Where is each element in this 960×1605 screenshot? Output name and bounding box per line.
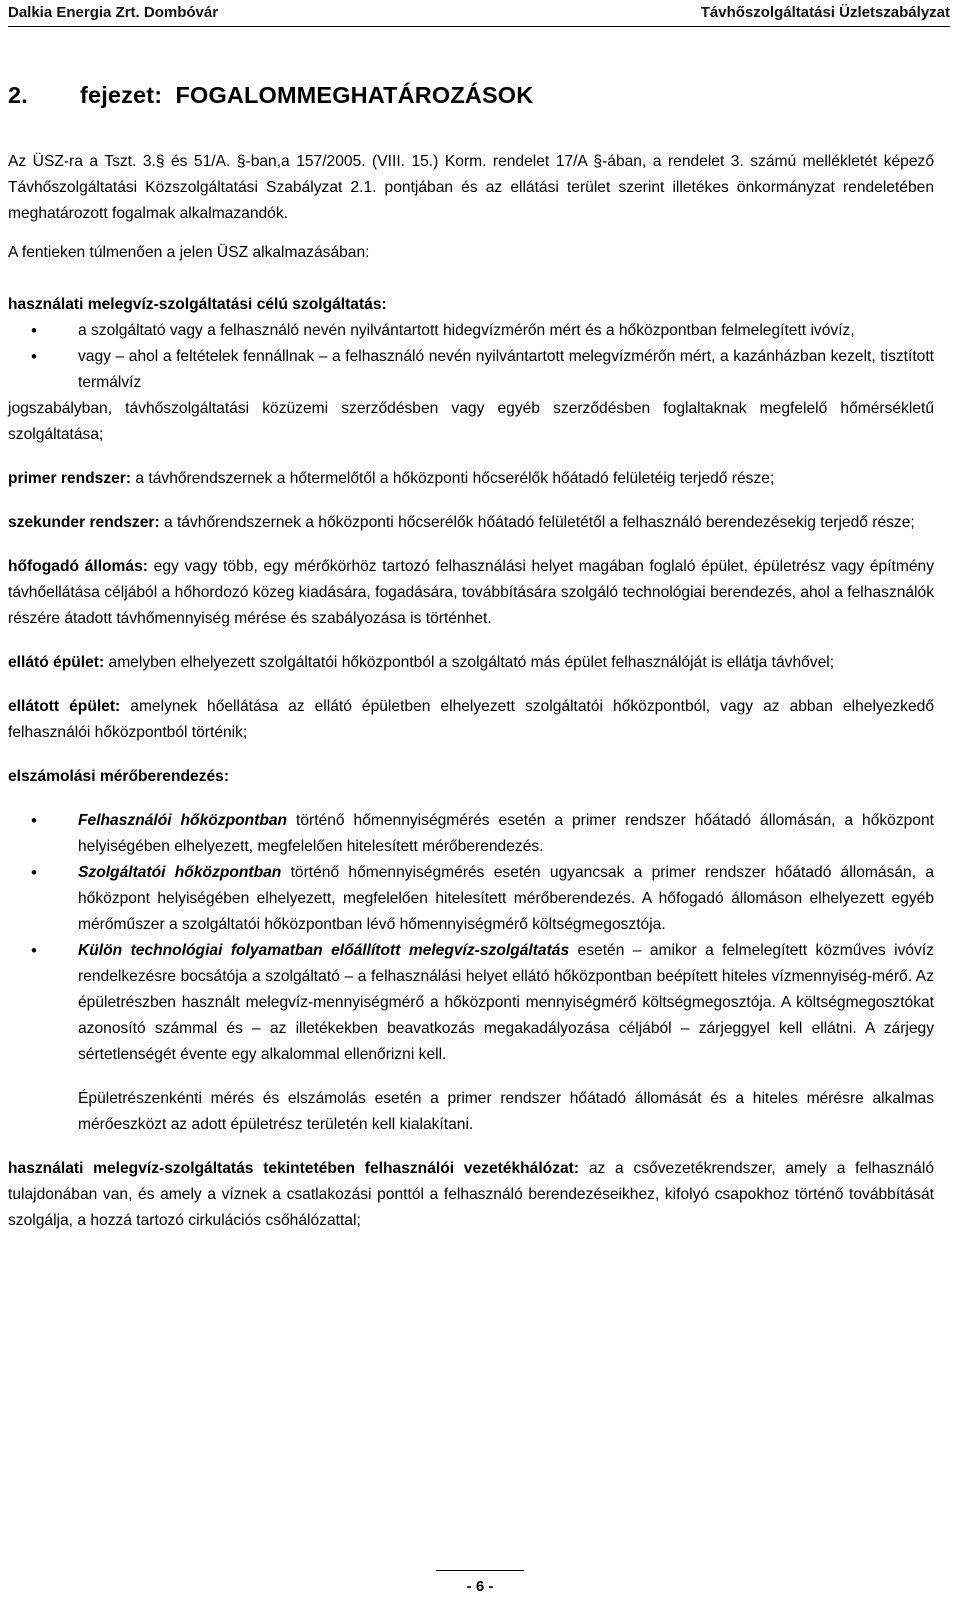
list-item-lead: Külön technológiai folyamatban előállított melegvíz-szolgáltatás xyxy=(78,942,570,959)
definition-elszamolasi-bullets xyxy=(8,808,934,1068)
definition-term: szekunder rendszer: xyxy=(8,514,160,531)
intro-scope-paragraph: A fentieken túlmenően a jelen ÜSZ alkalmazásában: xyxy=(8,244,370,261)
list-item-lead: Felhasználói hőközpontban xyxy=(78,812,288,829)
intro-paragraph: Az ÜSZ-ra a Tszt. 3.§ és 51/A. §-ban,a 157/2005. (VIII. 15.) Korm. rendelet 17/A §-ában, a rendelet 3. számú mellékletét képező Távhőszolgáltatási Közszolgáltatási Szabályzat 2.1. pontjában és az ellátási terület szerint illetékes önkormányzat rendeletében meghatározott fogalmak alkalmazandók. xyxy=(8,153,934,222)
definition-text: amelyben elhelyezett szolgáltatói hőközpontból a szolgáltató más épület felhasználóját is ellátja távhővel; xyxy=(104,654,835,671)
definition-text: a távhőrendszernek a hőtermelőtől a hőközponti hőcserélők hőátadó felületéig terjedő része; xyxy=(131,470,775,487)
definition-text: az a csővezetékrendszer, amely a felhasználó tulajdonában van, és amely a víznek a csatlakozási ponttól a felhasználó berendezéseikhez, kifolyó csapokhoz történő továbbítását szolgálja, a hozzá tartozó cirkulációs csőhálózattal; xyxy=(8,1160,934,1229)
list-item: • vagy – ahol a feltételek fennállnak – a felhasználó nevén nyilvántartott melegvízmérőn mért, a kazánházban kezelt, tisztított termálvíz xyxy=(8,344,934,396)
footer-divider xyxy=(436,1570,524,1571)
list-item: • a szolgáltató vagy a felhasználó nevén nyilvántartott hidegvízmérőn mért és a hőközpontban felmelegített ivóvíz, xyxy=(8,318,934,344)
list-item-text: történő hőmennyiségmérés esetén ugyancsak a primer rendszer hőátadó állomásán, a hőközpont helyiségében elhelyezett, megfelelően hitelesített mérőberendezés. A hőfogadó állomáson elhelyezett egyéb mérőműszer a szolgáltatói hőközpontban lévő hőmennyiségmérő költségmegosztója. xyxy=(78,864,934,933)
list-item xyxy=(8,860,934,938)
definition-term-elszamolasi-meroberendezes: elszámolási mérőberendezés: xyxy=(8,768,230,785)
definition-elszamolasi-note: Épületrészenkénti mérés és elszámolás esetén a primer rendszer hőátadó állomását és a hiteles mérésre alkalmas mérőeszközt az adott épületrész területén kell kialakítani. xyxy=(78,1090,934,1133)
definition-felhasznaloi-vezetekhalozat xyxy=(8,1156,934,1234)
list-item xyxy=(8,808,934,860)
chapter-title: fejezet: FOGALOMMEGHATÁROZÁSOK xyxy=(80,82,534,108)
definition-hasznalati-bullets xyxy=(8,318,934,396)
definition-term: használati melegvíz-szolgáltatás tekintetében felhasználói vezetékhálózat: xyxy=(8,1160,580,1177)
list-item-text: történő hőmennyiségmérés esetén a primer rendszer hőátadó állomásán, a hőközpont helyiségében elhelyezett, megfelelően hitelesített mérőberendezés. xyxy=(78,812,934,855)
definition-text: egy vagy több, egy mérőkörhöz tartozó felhasználási helyet magában foglaló épület, épületrész vagy építmény távhőellátása céljából a hőhordozó közeg kiadására, fogadására, továbbítására szolgáló technológiai berendezés, ahol a felhasználók részére átadott távhőmennyiség mérése és szabályozása is történhet. xyxy=(8,558,934,627)
header-company: Dalkia Energia Zrt. Dombóvár xyxy=(8,4,219,21)
definition-ellatott-epulet xyxy=(8,694,934,746)
definition-hasznalati-tail: jogszabályban, távhőszolgáltatási közüzemi szerződésben vagy egyéb szerződésben foglaltaknak megfelelő hőmérsékletű szolgáltatása; xyxy=(8,400,934,443)
document-body xyxy=(8,149,934,1234)
page-number: - 6 - xyxy=(466,1578,494,1595)
list-item xyxy=(8,938,934,1068)
definition-hofogado-allomas xyxy=(8,554,934,632)
header-document-title: Távhőszolgáltatási Üzletszabályzat xyxy=(700,4,950,21)
chapter-heading xyxy=(8,82,533,109)
definition-term: primer rendszer: xyxy=(8,470,132,487)
definition-szekunder-rendszer xyxy=(8,510,934,536)
definition-term: ellátott épület: xyxy=(8,698,121,715)
definition-text: a távhőrendszernek a hőközponti hőcserélők hőátadó felületétől a felhasználó berendezésekig terjedő része; xyxy=(159,514,915,531)
definition-primer-rendszer xyxy=(8,466,934,492)
list-item-text: esetén – amikor a felmelegített közműves ivóvíz rendelkezésre bocsátója a szolgáltató – a felhasználási helyet ellátó hőközpontban beépített hiteles vízmennyiség-mérő. Az épületrészben használt melegvíz-mennyiségmérő a hőközponti mennyiségmérő költségmegosztója. A költségmegosztókat azonosító számmal és – az illetékekben beavatkozás megakadályozása céljából – zárjeggyel kell ellátni. A zárjegy sértetlenségét évente egy alkalommal ellenőrizni kell. xyxy=(78,942,934,1063)
definition-text: amelynek hőellátása az ellátó épületben elhelyezett szolgáltatói hőközpontból, vagy az abban elhelyezkedő felhasználói hőközpontból történik; xyxy=(8,698,934,741)
definition-term: hőfogadó állomás: xyxy=(8,558,148,575)
page-header xyxy=(8,4,950,27)
definition-term-hasznalati-melegviz: használati melegvíz-szolgáltatási célú szolgáltatás: xyxy=(8,296,387,313)
definition-term: ellátó épület: xyxy=(8,654,105,671)
chapter-number: 2. xyxy=(8,82,28,108)
list-item-lead: Szolgáltatói hőközpontban xyxy=(78,864,282,881)
definition-ellato-epulet xyxy=(8,650,934,676)
